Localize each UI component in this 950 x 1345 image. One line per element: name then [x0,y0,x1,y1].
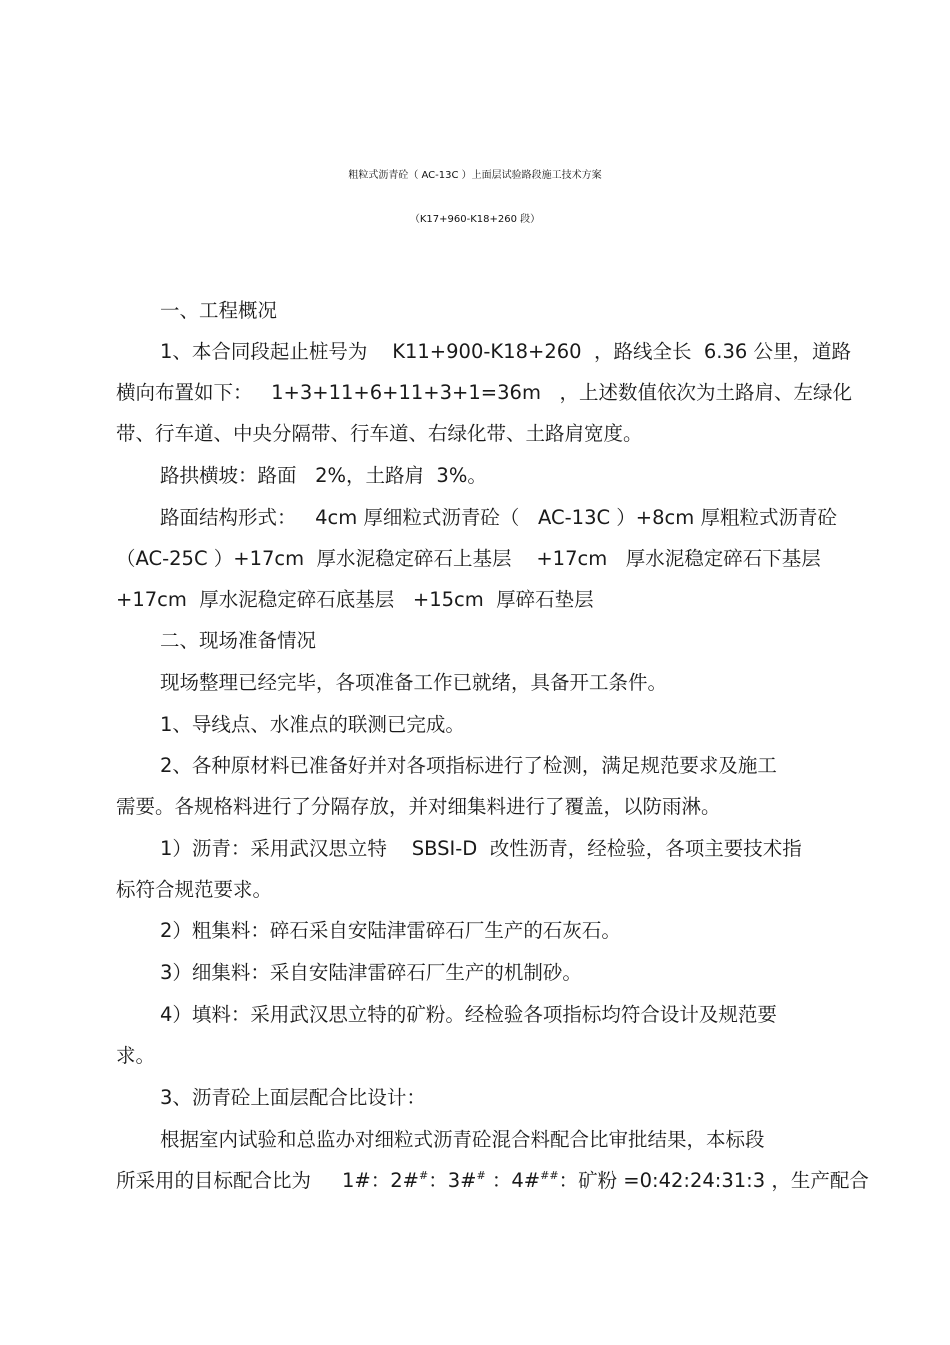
paragraph-line: 1）沥青：采用武汉思立特 SBSI-D 改性沥青，经检验，各项主要技术指 [160,837,802,860]
paragraph-line: 2、各种原材料已准备好并对各项指标进行了检测，满足规范要求及施工 [160,754,777,777]
paragraph-line: 2）粗集料：碎石采自安陆津雷碎石厂生产的石灰石。 [160,919,621,942]
paragraph-line: 横向布置如下： 1+3+11+6+11+3+1=36m ，上述数值依次为土路肩、左绿化 [116,381,853,404]
superscript-mark: # [418,1169,429,1182]
superscript-mark: ## [540,1169,559,1182]
mix-ratio-text: 所采用的目标配合比为 1#：2# [116,1169,419,1192]
mix-ratio-text: ：矿粉 =0:42:24:31:3 ，生产配合 [558,1169,869,1192]
paragraph-line: 3、沥青砼上面层配合比设计： [160,1086,426,1109]
paragraph-line: 现场整理已经完毕，各项准备工作已就绪，具备开工条件。 [160,671,668,694]
paragraph-line: （AC-25C ）+17cm 厚水泥稳定碎石上基层 +17cm 厚水泥稳定碎石下基层 [116,547,821,570]
paragraph-line: 路拱横坡：路面 2%，土路肩 3%。 [160,464,487,487]
paragraph-line: 3）细集料：采自安陆津雷碎石厂生产的机制砂。 [160,961,582,984]
paragraph-line: 标符合规范要求。 [116,878,273,901]
paragraph-line-mix-ratio [116,1168,869,1194]
section-heading-project-overview: 一、工程概况 [160,299,278,322]
paragraph-line: 路面结构形式： 4cm 厚细粒式沥青砼（ AC-13C ）+8cm 厚粗粒式沥青砼 [160,506,837,529]
document-subtitle: （K17+960-K18+260 段） [409,214,541,225]
document-title: 粗粒式沥青砼（ AC-13C ）上面层试验路段施工技术方案 [348,170,602,181]
mix-ratio-text: ：3# [428,1169,477,1192]
section-heading-site-preparation: 二、现场准备情况 [160,629,317,652]
paragraph-line: 求。 [116,1044,156,1067]
superscript-mark: # [476,1169,486,1182]
paragraph-line: 4）填料：采用武汉思立特的矿粉。经检验各项指标均符合设计及规范要 [160,1003,777,1026]
paragraph-line: 1、导线点、水准点的联测已完成。 [160,713,465,736]
paragraph-line: 带、行车道、中央分隔带、行车道、右绿化带、土路肩宽度。 [116,422,643,445]
paragraph-line: +17cm 厚水泥稳定碎石底基层 +15cm 厚碎石垫层 [116,588,594,611]
paragraph-line: 1、本合同段起止桩号为 K11+900-K18+260 ，路线全长 6.36 公里，道路 [160,340,851,363]
mix-ratio-text: ：4# [485,1169,541,1192]
paragraph-line: 根据室内试验和总监办对细粒式沥青砼混合料配合比审批结果，本标段 [160,1128,765,1151]
paragraph-line: 需要。各规格料进行了分隔存放，并对细集料进行了覆盖，以防雨淋。 [116,795,721,818]
